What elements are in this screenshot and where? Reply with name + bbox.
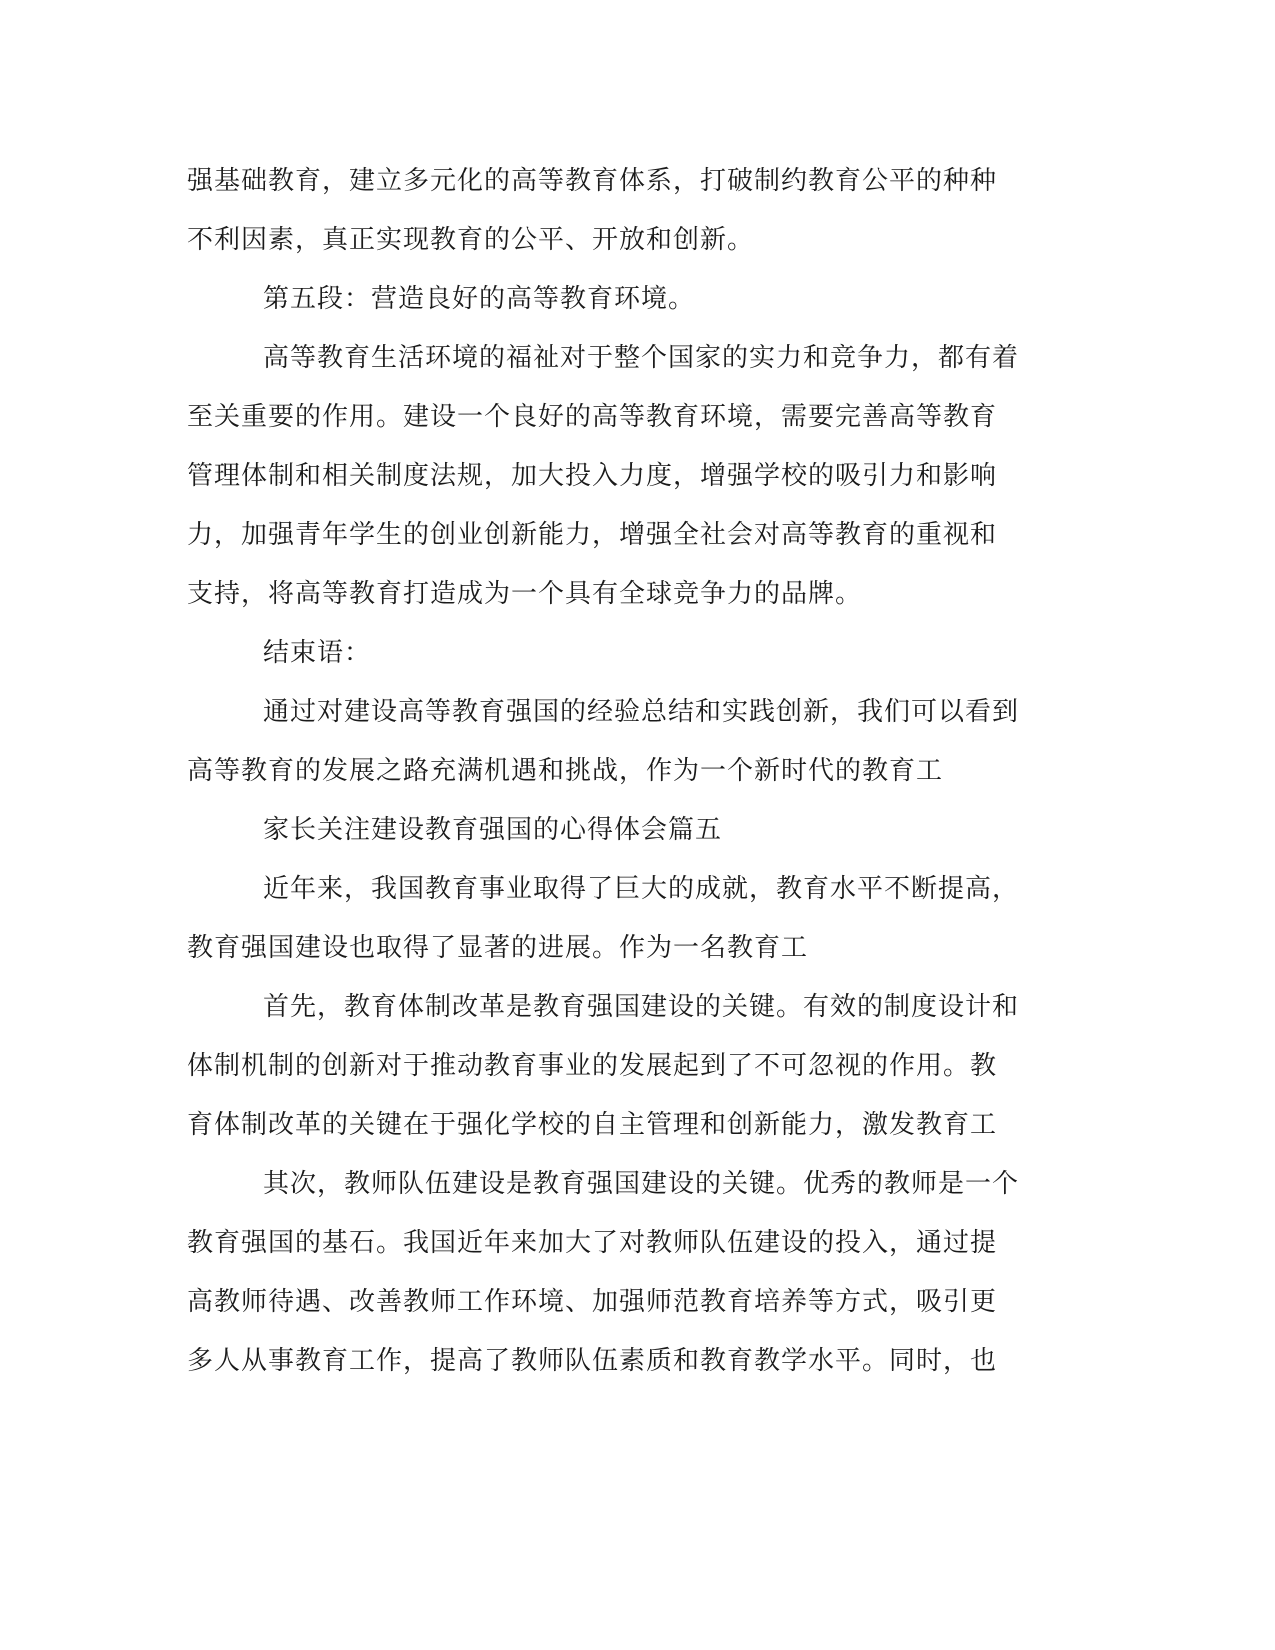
text-line: 不利因素，真正实现教育的公平、开放和创新。 bbox=[187, 225, 755, 255]
section-heading: 第五段：营造良好的高等教育环境。 bbox=[263, 284, 696, 314]
text-line: 高教师待遇、改善教师工作环境、加强师范教育培养等方式，吸引更 bbox=[187, 1287, 998, 1317]
text-line: 强基础教育，建立多元化的高等教育体系，打破制约教育公平的种种 bbox=[187, 166, 998, 196]
text-line: 高等教育生活环境的福祉对于整个国家的实力和竞争力，都有着 bbox=[263, 343, 1020, 373]
section-heading: 结束语： bbox=[263, 638, 372, 668]
text-line: 教育强国建设也取得了显著的进展。作为一名教育工 bbox=[187, 933, 809, 963]
text-line: 管理体制和相关制度法规，加大投入力度，增强学校的吸引力和影响 bbox=[187, 461, 998, 491]
text-line: 育体制改革的关键在于强化学校的自主管理和创新能力，激发教育工 bbox=[187, 1110, 998, 1140]
text-line: 通过对建设高等教育强国的经验总结和实践创新，我们可以看到 bbox=[263, 697, 1020, 727]
text-line: 力，加强青年学生的创业创新能力，增强全社会对高等教育的重视和 bbox=[187, 520, 998, 550]
text-line: 多人从事教育工作，提高了教师队伍素质和教育教学水平。同时，也 bbox=[187, 1346, 998, 1376]
text-line: 教育强国的基石。我国近年来加大了对教师队伍建设的投入，通过提 bbox=[187, 1228, 998, 1258]
text-line: 体制机制的创新对于推动教育事业的发展起到了不可忽视的作用。教 bbox=[187, 1051, 998, 1081]
text-line: 其次，教师队伍建设是教育强国建设的关键。优秀的教师是一个 bbox=[263, 1169, 1020, 1199]
text-line: 近年来，我国教育事业取得了巨大的成就，教育水平不断提高， bbox=[263, 874, 1020, 904]
section-title: 家长关注建设教育强国的心得体会篇五 bbox=[263, 815, 723, 845]
text-line: 至关重要的作用。建设一个良好的高等教育环境，需要完善高等教育 bbox=[187, 402, 998, 432]
text-line: 高等教育的发展之路充满机遇和挑战，作为一个新时代的教育工 bbox=[187, 756, 944, 786]
text-line: 支持，将高等教育打造成为一个具有全球竞争力的品牌。 bbox=[187, 579, 863, 609]
text-line: 首先，教育体制改革是教育强国建设的关键。有效的制度设计和 bbox=[263, 992, 1020, 1022]
